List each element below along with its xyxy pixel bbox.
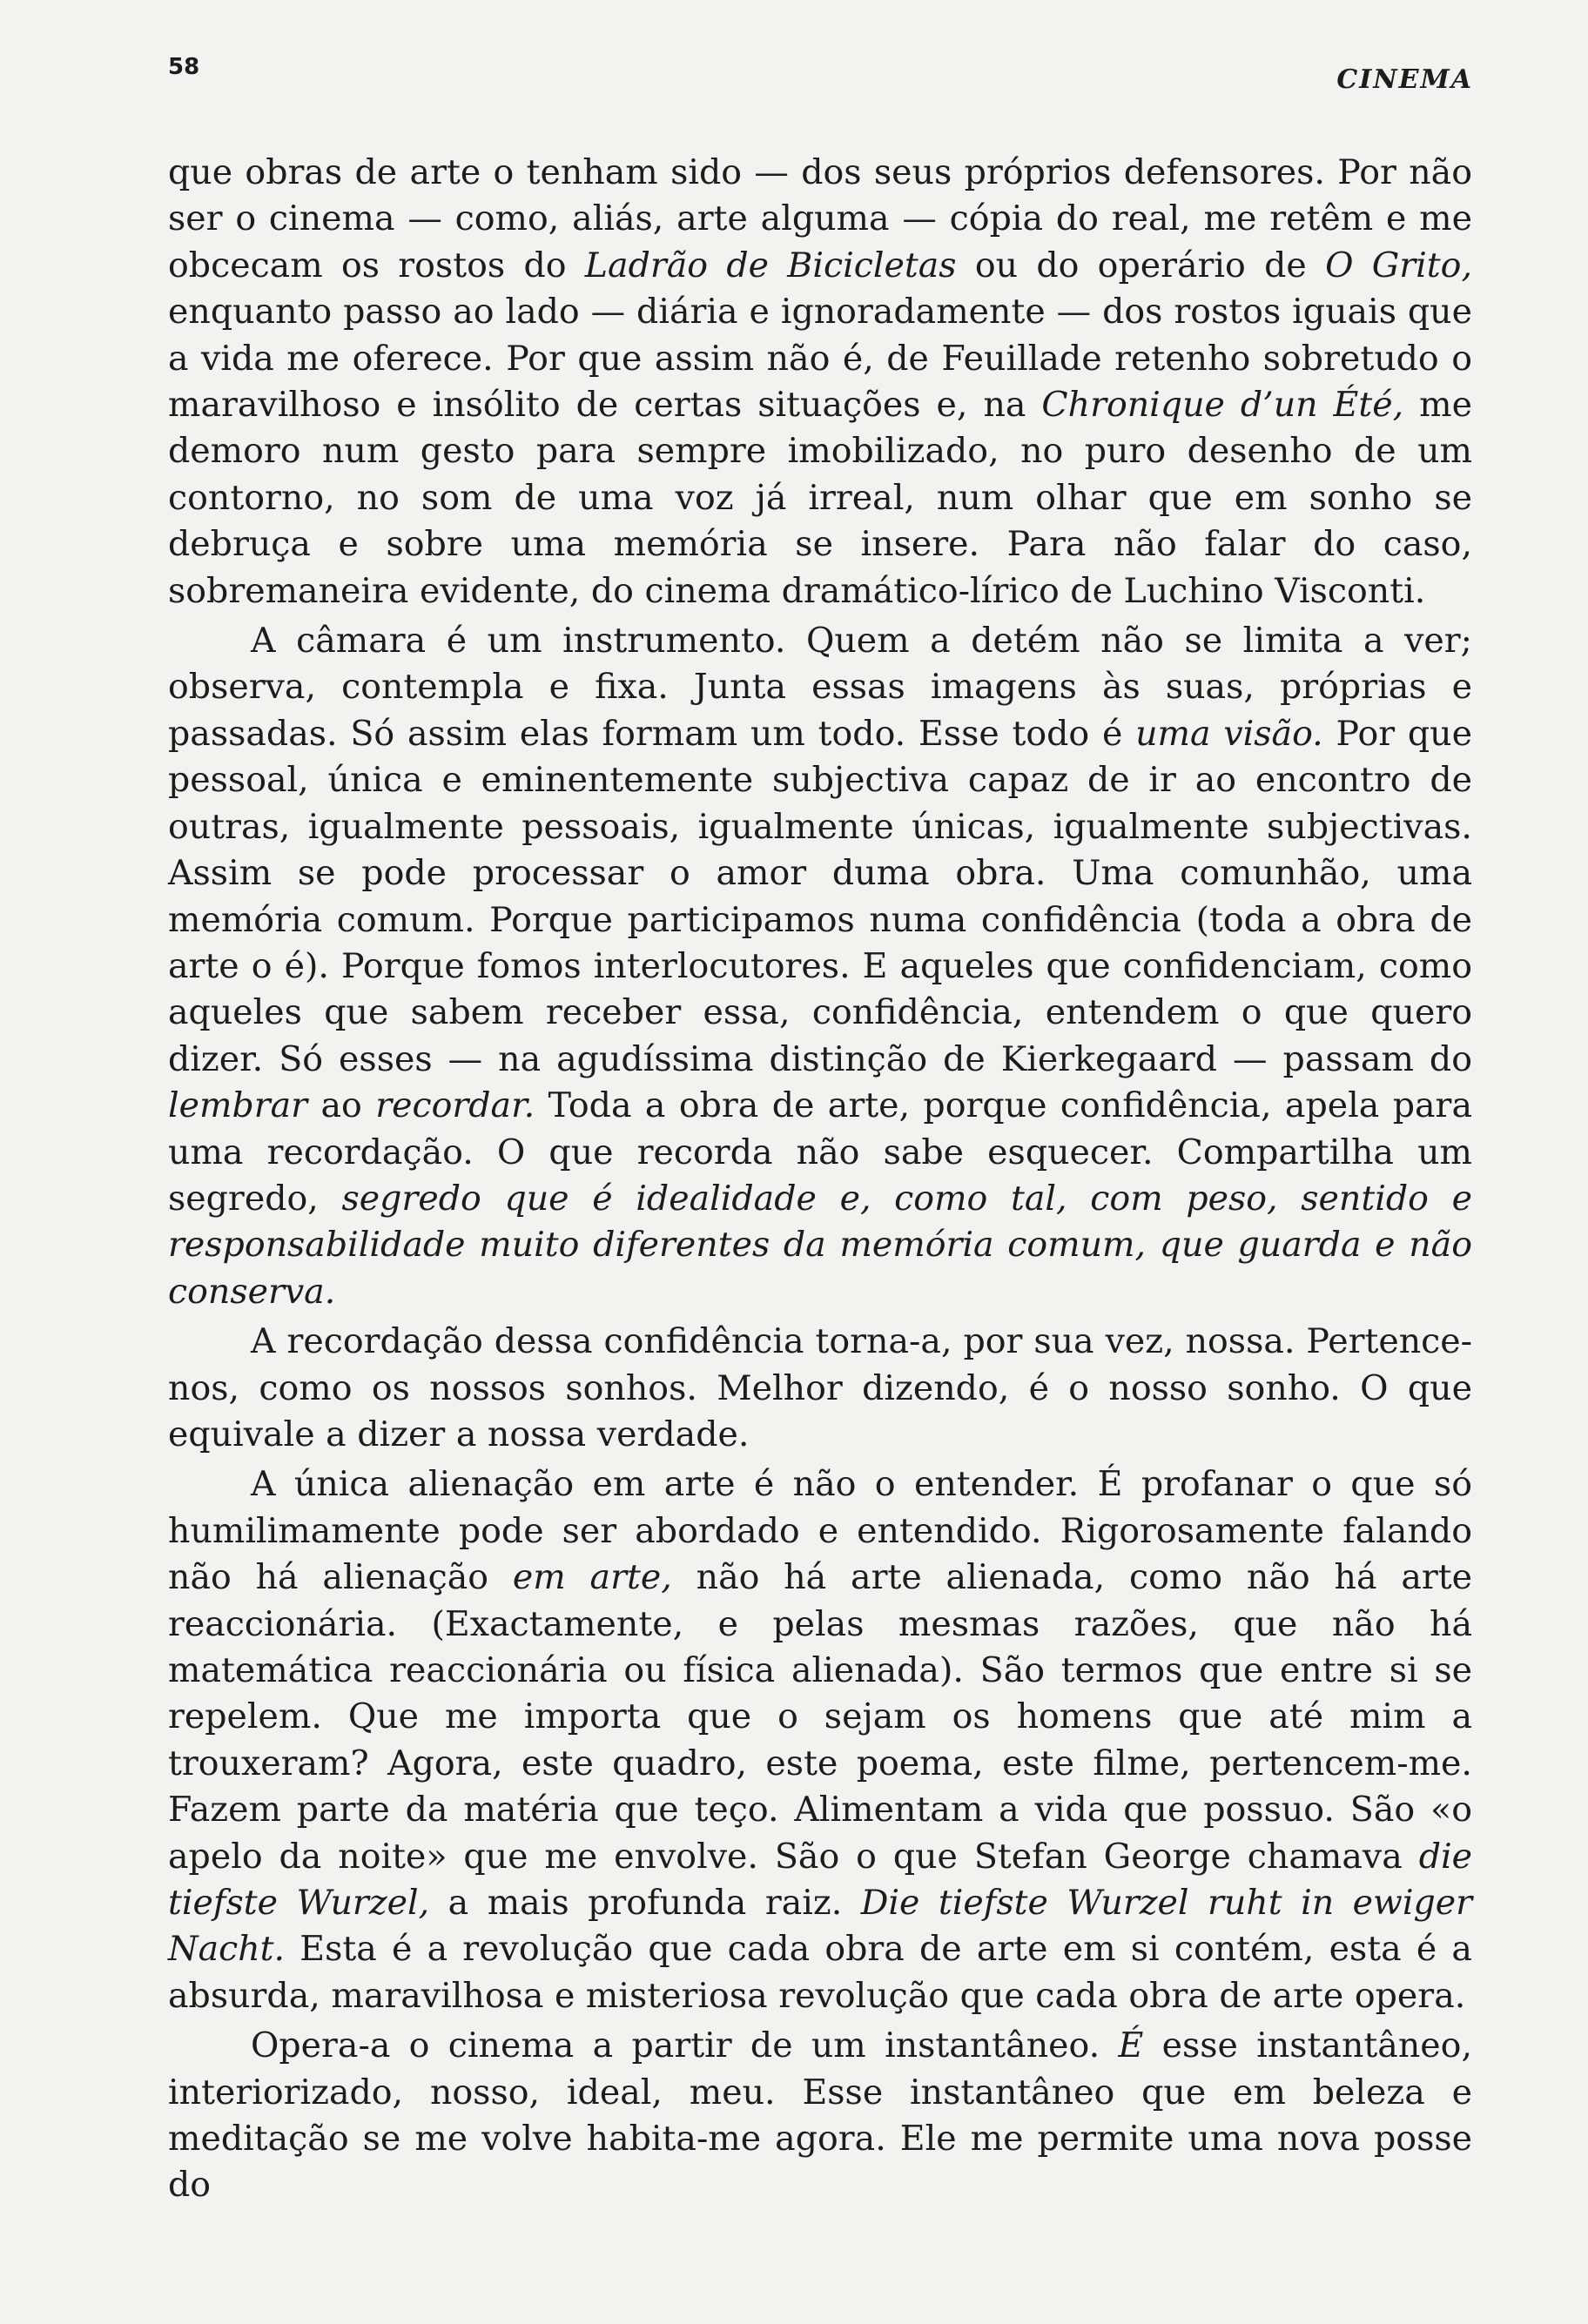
italic-text: lembrar <box>168 1085 308 1126</box>
page-number: 58 <box>168 54 200 80</box>
text-run: ou do operário de <box>956 245 1326 285</box>
text-run: me demoro num gesto para sempre imobilizado, no puro desenho de um contorno, no som de uma voz já irreal, num olhar que em sonho se debruça e sobre uma memória se insere. Para não falar do caso, sobremaneira evidente, do cinema dramático-lírico de Luchino Visconti. <box>168 385 1472 611</box>
body-text <box>168 150 1472 2209</box>
italic-text: em arte, <box>512 1557 672 1598</box>
italic-text: recordar. <box>375 1085 535 1126</box>
paragraph <box>168 150 1472 615</box>
paragraph <box>168 1319 1472 1458</box>
text-run: ao <box>307 1085 376 1126</box>
text-run: Opera-a o cinema a partir de um instantâneo. <box>251 2025 1119 2066</box>
italic-text: O Grito, <box>1325 245 1473 285</box>
text-run: A recordação dessa confidência torna-a, por sua vez, nossa. Pertence-nos, como os nossos sonhos. Melhor dizendo, é o nosso sonho. O que equivale a dizer a nossa verdade. <box>168 1321 1472 1454</box>
running-title: CINEMA <box>1336 64 1473 95</box>
running-head <box>168 54 1473 106</box>
text-run: Toda a obra de arte, porque confidência, apela para uma recordação. O que recorda não sabe esquecer. Compartilha um segredo, <box>168 1085 1472 1219</box>
text-run: enquanto passo ao lado — diária e ignoradamente — dos rostos iguais que a vida me oferece. Por que assim não é, de Feuillade retenho sobretudo o maravilhoso e insólito de certas situações e, na <box>168 292 1472 426</box>
italic-text: uma visão. <box>1135 713 1323 754</box>
text-run: Esta é a revolução que cada obra de arte em si contém, esta é a absurda, maravilhosa e misteriosa revolução que cada obra de arte opera. <box>168 1929 1472 2016</box>
text-run: a mais profunda raiz. <box>429 1883 861 1924</box>
text-run: A única alienação em arte é não o entender. É profanar o que só humilimamente pode ser abordado e entendido. Rigorosamente falando não há alienação <box>168 1464 1472 1598</box>
paragraph <box>168 618 1472 1315</box>
italic-text: Chronique d’un Été, <box>1041 385 1404 426</box>
text-run: esse instantâneo, interiorizado, nosso, ideal, meu. Esse instantâneo que em beleza e meditação se me volve habita-me agora. Ele me permite uma nova posse do <box>168 2025 1472 2206</box>
text-run: não há arte alienada, como não há arte reaccionária. (Exactamente, e pelas mesmas razões, que não há matemática reaccionária ou física alienada). São termos que entre si se repelem. Que me importa que o sejam os homens que até mim a trouxeram? Agora, este quadro, este poema, este filme, pertencem-me. Fazem parte da matéria que teço. Alimentam a vida que possuo. São «o apelo da noite» que me envolve. São o que Stefan George chamava <box>168 1557 1473 1877</box>
text-run: A câmara é um instrumento. Quem a detém não se limita a ver; observa, contempla e fixa. Junta essas imagens às suas, próprias e passadas. Só assim elas formam um todo. Esse todo é <box>168 621 1472 754</box>
italic-text: segredo que é idealidade e, como tal, com peso, sentido e responsabilidade muito diferentes da memória comum, que guarda e não conserva. <box>168 1178 1472 1312</box>
italic-text: Ladrão de Bicicletas <box>584 245 957 285</box>
italic-text: É <box>1118 2025 1144 2066</box>
text-run: que obras de arte o tenham sido — dos seus próprios defensores. Por não ser o cinema — como, aliás, arte alguma — cópia do real, me retêm e me obcecam os rostos do <box>168 152 1472 285</box>
italic-text: Die tiefste Wurzel ruht in ewiger Nacht. <box>168 1883 1472 1970</box>
italic-text: die tiefste Wurzel, <box>168 1836 1472 1924</box>
text-run: Por que pessoal, única e eminentemente subjectiva capaz de ir ao encontro de outras, igualmente pessoais, igualmente únicas, igualmente subjectivas. Assim se pode processar o amor duma obra. Uma comunhão, uma memória comum. Porque participamos numa confidência (toda a obra de arte o é). Porque fomos interlocutores. E aqueles que confidenciam, como aqueles que sabem receber essa, confidência, entendem o que quero dizer. Só esses — na agudíssima distinção de Kierkegaard — passam do <box>168 713 1472 1079</box>
paragraph <box>168 2023 1472 2209</box>
paragraph <box>168 1461 1472 2019</box>
